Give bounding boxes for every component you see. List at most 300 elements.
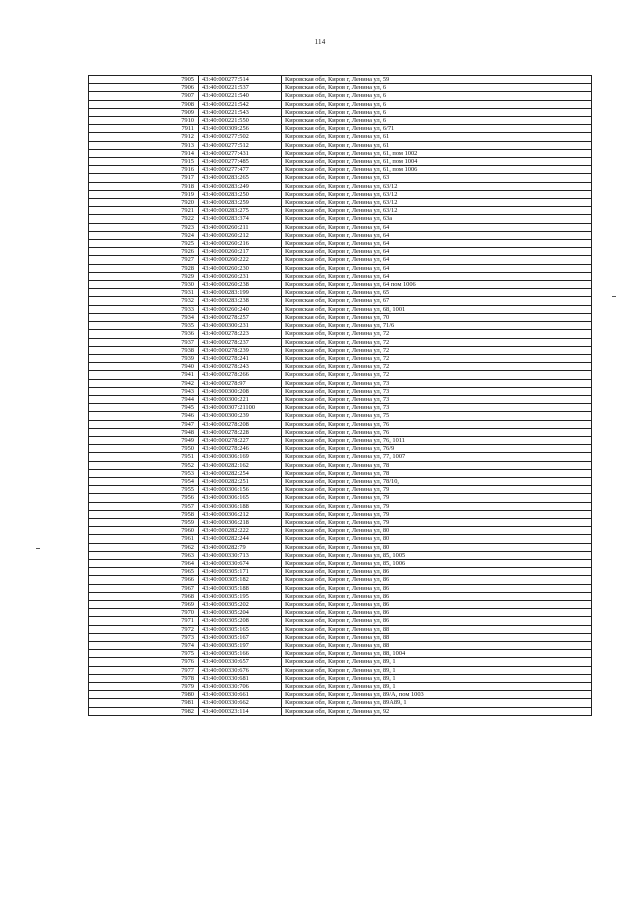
page-number: 114 bbox=[314, 38, 326, 46]
cadastral-number-cell: 43:40:000278:241 bbox=[199, 354, 282, 362]
address-cell: Кировская обл, Киров г, Ленина ул, 59 bbox=[282, 76, 592, 84]
cadastral-number-cell: 43:40:000282:79 bbox=[199, 543, 282, 551]
address-cell: Кировская обл, Киров г, Ленина ул, 64 bbox=[282, 231, 592, 239]
cadastral-number-cell: 43:40:000277:485 bbox=[199, 158, 282, 166]
cadastral-number-cell: 43:40:000323:114 bbox=[199, 707, 282, 715]
address-cell: Кировская обл, Киров г, Ленина ул, 64 пом 1006 bbox=[282, 281, 592, 289]
row-number-cell: 7972 bbox=[89, 625, 199, 633]
table-row bbox=[89, 190, 592, 198]
row-number-cell: 7946 bbox=[89, 412, 199, 420]
table-row bbox=[89, 231, 592, 239]
table-row bbox=[89, 428, 592, 436]
address-cell: Кировская обл, Киров г, Ленина ул, 73 bbox=[282, 395, 592, 403]
address-cell: Кировская обл, Киров г, Ленина ул, 76 bbox=[282, 420, 592, 428]
table-row bbox=[89, 207, 592, 215]
address-cell: Кировская обл, Киров г, Ленина ул, 72 bbox=[282, 354, 592, 362]
table-row bbox=[89, 436, 592, 444]
cadastral-number-cell: 43:40:000283:374 bbox=[199, 215, 282, 223]
address-cell: Кировская обл, Киров г, Ленина ул, 70 bbox=[282, 313, 592, 321]
cadastral-number-cell: 43:40:000278:237 bbox=[199, 338, 282, 346]
row-number-cell: 7929 bbox=[89, 272, 199, 280]
row-number-cell: 7961 bbox=[89, 535, 199, 543]
row-number-cell: 7967 bbox=[89, 584, 199, 592]
table-row bbox=[89, 518, 592, 526]
row-number-cell: 7928 bbox=[89, 264, 199, 272]
address-cell: Кировская обл, Киров г, Ленина ул, 63/12 bbox=[282, 207, 592, 215]
cadastral-number-cell: 43:40:000260:222 bbox=[199, 256, 282, 264]
address-cell: Кировская обл, Киров г, Ленина ул, 6/71 bbox=[282, 125, 592, 133]
row-number-cell: 7914 bbox=[89, 149, 199, 157]
cadastral-number-cell: 43:40:000221:550 bbox=[199, 117, 282, 125]
row-number-cell: 7960 bbox=[89, 527, 199, 535]
address-cell: Кировская обл, Киров г, Ленина ул, 72 bbox=[282, 371, 592, 379]
row-number-cell: 7975 bbox=[89, 650, 199, 658]
cadastral-number-cell: 43:40:000282:244 bbox=[199, 535, 282, 543]
cadastral-number-cell: 43:40:000282:254 bbox=[199, 469, 282, 477]
cadastral-number-cell: 43:40:000306:188 bbox=[199, 502, 282, 510]
address-cell: Кировская обл, Киров г, Ленина ул, 89, 1 bbox=[282, 683, 592, 691]
table-row bbox=[89, 297, 592, 305]
table-row bbox=[89, 535, 592, 543]
row-number-cell: 7954 bbox=[89, 477, 199, 485]
row-number-cell: 7979 bbox=[89, 683, 199, 691]
row-number-cell: 7906 bbox=[89, 84, 199, 92]
row-number-cell: 7936 bbox=[89, 330, 199, 338]
table-row bbox=[89, 313, 592, 321]
row-number-cell: 7966 bbox=[89, 576, 199, 584]
table-row bbox=[89, 149, 592, 157]
row-number-cell: 7951 bbox=[89, 453, 199, 461]
row-number-cell: 7945 bbox=[89, 404, 199, 412]
registry-table bbox=[88, 75, 592, 716]
address-cell: Кировская обл, Киров г, Ленина ул, 64 bbox=[282, 272, 592, 280]
address-cell: Кировская обл, Киров г, Ленина ул, 89, 1 bbox=[282, 666, 592, 674]
row-number-cell: 7968 bbox=[89, 592, 199, 600]
cadastral-number-cell: 43:40:000330:661 bbox=[199, 691, 282, 699]
row-number-cell: 7974 bbox=[89, 642, 199, 650]
row-number-cell: 7922 bbox=[89, 215, 199, 223]
address-cell: Кировская обл, Киров г, Ленина ул, 85, 1005 bbox=[282, 551, 592, 559]
table-row bbox=[89, 182, 592, 190]
address-cell: Кировская обл, Киров г, Ленина ул, 78 bbox=[282, 461, 592, 469]
table-row bbox=[89, 379, 592, 387]
address-cell: Кировская обл, Киров г, Ленина ул, 76, 1011 bbox=[282, 436, 592, 444]
table-row bbox=[89, 486, 592, 494]
table-row bbox=[89, 354, 592, 362]
address-cell: Кировская обл, Киров г, Ленина ул, 88 bbox=[282, 625, 592, 633]
row-number-cell: 7925 bbox=[89, 240, 199, 248]
cadastral-number-cell: 43:40:000330:713 bbox=[199, 551, 282, 559]
address-cell: Кировская обл, Киров г, Ленина ул, 79 bbox=[282, 510, 592, 518]
cadastral-number-cell: 43:40:000260:231 bbox=[199, 272, 282, 280]
cadastral-number-cell: 43:40:000221:537 bbox=[199, 84, 282, 92]
address-cell: Кировская обл, Киров г, Ленина ул, 73 bbox=[282, 379, 592, 387]
table-row bbox=[89, 76, 592, 84]
table-row bbox=[89, 289, 592, 297]
address-cell: Кировская обл, Киров г, Ленина ул, 61 bbox=[282, 141, 592, 149]
row-number-cell: 7965 bbox=[89, 568, 199, 576]
cadastral-number-cell: 43:40:000282:162 bbox=[199, 461, 282, 469]
cadastral-number-cell: 43:40:000278:239 bbox=[199, 346, 282, 354]
table-row bbox=[89, 174, 592, 182]
address-cell: Кировская обл, Киров г, Ленина ул, 61, пом 1006 bbox=[282, 166, 592, 174]
row-number-cell: 7949 bbox=[89, 436, 199, 444]
table-row bbox=[89, 305, 592, 313]
cadastral-number-cell: 43:40:000277:477 bbox=[199, 166, 282, 174]
row-number-cell: 7915 bbox=[89, 158, 199, 166]
row-number-cell: 7912 bbox=[89, 133, 199, 141]
address-cell: Кировская обл, Киров г, Ленина ул, 86 bbox=[282, 576, 592, 584]
table-row bbox=[89, 363, 592, 371]
row-number-cell: 7907 bbox=[89, 92, 199, 100]
address-cell: Кировская обл, Киров г, Ленина ул, 89, 1 bbox=[282, 674, 592, 682]
table-row bbox=[89, 592, 592, 600]
cadastral-number-cell: 43:40:000278:266 bbox=[199, 371, 282, 379]
cadastral-number-cell: 43:40:000277:431 bbox=[199, 149, 282, 157]
row-number-cell: 7911 bbox=[89, 125, 199, 133]
cadastral-number-cell: 43:40:000260:240 bbox=[199, 305, 282, 313]
address-cell: Кировская обл, Киров г, Ленина ул, 78 bbox=[282, 469, 592, 477]
row-number-cell: 7964 bbox=[89, 559, 199, 567]
table-row bbox=[89, 84, 592, 92]
cadastral-number-cell: 43:40:000260:216 bbox=[199, 240, 282, 248]
address-cell: Кировская обл, Киров г, Ленина ул, 86 bbox=[282, 592, 592, 600]
table-row bbox=[89, 477, 592, 485]
table-row bbox=[89, 617, 592, 625]
address-cell: Кировская обл, Киров г, Ленина ул, 72 bbox=[282, 338, 592, 346]
cadastral-number-cell: 43:40:000307:21100 bbox=[199, 404, 282, 412]
row-number-cell: 7959 bbox=[89, 518, 199, 526]
cadastral-number-cell: 43:40:000283:265 bbox=[199, 174, 282, 182]
cadastral-number-cell: 43:40:000305:197 bbox=[199, 642, 282, 650]
row-number-cell: 7962 bbox=[89, 543, 199, 551]
address-cell: Кировская обл, Киров г, Ленина ул, 63/12 bbox=[282, 190, 592, 198]
row-number-cell: 7924 bbox=[89, 231, 199, 239]
table-row bbox=[89, 92, 592, 100]
scan-mark bbox=[612, 296, 616, 297]
table-row bbox=[89, 633, 592, 641]
table-row bbox=[89, 125, 592, 133]
row-number-cell: 7913 bbox=[89, 141, 199, 149]
address-cell: Кировская обл, Киров г, Ленина ул, 77, 1007 bbox=[282, 453, 592, 461]
cadastral-number-cell: 43:40:000300:231 bbox=[199, 322, 282, 330]
address-cell: Кировская обл, Киров г, Ленина ул, 63/12 bbox=[282, 182, 592, 190]
address-cell: Кировская обл, Киров г, Ленина ул, 64 bbox=[282, 264, 592, 272]
row-number-cell: 7930 bbox=[89, 281, 199, 289]
cadastral-number-cell: 43:40:000221:543 bbox=[199, 108, 282, 116]
address-cell: Кировская обл, Киров г, Ленина ул, 65 bbox=[282, 289, 592, 297]
table-row bbox=[89, 666, 592, 674]
cadastral-number-cell: 43:40:000278:243 bbox=[199, 363, 282, 371]
address-cell: Кировская обл, Киров г, Ленина ул, 88, 1004 bbox=[282, 650, 592, 658]
table-row bbox=[89, 166, 592, 174]
cadastral-number-cell: 43:40:000260:238 bbox=[199, 281, 282, 289]
table-row bbox=[89, 543, 592, 551]
table-row bbox=[89, 502, 592, 510]
table-row bbox=[89, 510, 592, 518]
cadastral-number-cell: 43:40:000277:514 bbox=[199, 76, 282, 84]
table-row bbox=[89, 133, 592, 141]
address-cell: Кировская обл, Киров г, Ленина ул, 63а bbox=[282, 215, 592, 223]
table-row bbox=[89, 576, 592, 584]
table-row bbox=[89, 248, 592, 256]
cadastral-number-cell: 43:40:000306:169 bbox=[199, 453, 282, 461]
scan-mark bbox=[36, 548, 40, 549]
row-number-cell: 7957 bbox=[89, 502, 199, 510]
table-row bbox=[89, 272, 592, 280]
table-row bbox=[89, 108, 592, 116]
row-number-cell: 7932 bbox=[89, 297, 199, 305]
cadastral-number-cell: 43:40:000306:212 bbox=[199, 510, 282, 518]
address-cell: Кировская обл, Киров г, Ленина ул, 85, 1006 bbox=[282, 559, 592, 567]
table-row bbox=[89, 461, 592, 469]
row-number-cell: 7956 bbox=[89, 494, 199, 502]
row-number-cell: 7952 bbox=[89, 461, 199, 469]
table-row bbox=[89, 494, 592, 502]
address-cell: Кировская обл, Киров г, Ленина ул, 6 bbox=[282, 108, 592, 116]
address-cell: Кировская обл, Киров г, Ленина ул, 86 bbox=[282, 568, 592, 576]
row-number-cell: 7955 bbox=[89, 486, 199, 494]
address-cell: Кировская обл, Киров г, Ленина ул, 63/12 bbox=[282, 199, 592, 207]
cadastral-number-cell: 43:40:000330:674 bbox=[199, 559, 282, 567]
address-cell: Кировская обл, Киров г, Ленина ул, 89А89, 1 bbox=[282, 699, 592, 707]
address-cell: Кировская обл, Киров г, Ленина ул, 92 bbox=[282, 707, 592, 715]
row-number-cell: 7958 bbox=[89, 510, 199, 518]
table-row bbox=[89, 568, 592, 576]
row-number-cell: 7950 bbox=[89, 445, 199, 453]
table-row bbox=[89, 100, 592, 108]
cadastral-number-cell: 43:40:000300:208 bbox=[199, 387, 282, 395]
address-cell: Кировская обл, Киров г, Ленина ул, 89, 1 bbox=[282, 658, 592, 666]
cadastral-number-cell: 43:40:000283:238 bbox=[199, 297, 282, 305]
address-cell: Кировская обл, Киров г, Ленина ул, 67 bbox=[282, 297, 592, 305]
cadastral-number-cell: 43:40:000283:250 bbox=[199, 190, 282, 198]
row-number-cell: 7942 bbox=[89, 379, 199, 387]
row-number-cell: 7927 bbox=[89, 256, 199, 264]
cadastral-number-cell: 43:40:000278:223 bbox=[199, 330, 282, 338]
cadastral-number-cell: 43:40:000300:221 bbox=[199, 395, 282, 403]
row-number-cell: 7934 bbox=[89, 313, 199, 321]
cadastral-number-cell: 43:40:000278:97 bbox=[199, 379, 282, 387]
row-number-cell: 7909 bbox=[89, 108, 199, 116]
table-row bbox=[89, 395, 592, 403]
table-row bbox=[89, 650, 592, 658]
row-number-cell: 7910 bbox=[89, 117, 199, 125]
table-row bbox=[89, 264, 592, 272]
table-row bbox=[89, 445, 592, 453]
address-cell: Кировская обл, Киров г, Ленина ул, 79 bbox=[282, 502, 592, 510]
cadastral-number-cell: 43:40:000260:217 bbox=[199, 248, 282, 256]
row-number-cell: 7963 bbox=[89, 551, 199, 559]
cadastral-number-cell: 43:40:000305:208 bbox=[199, 617, 282, 625]
cadastral-number-cell: 43:40:000306:218 bbox=[199, 518, 282, 526]
address-cell: Кировская обл, Киров г, Ленина ул, 86 bbox=[282, 601, 592, 609]
row-number-cell: 7939 bbox=[89, 354, 199, 362]
address-cell: Кировская обл, Киров г, Ленина ул, 79 bbox=[282, 486, 592, 494]
address-cell: Кировская обл, Киров г, Ленина ул, 79 bbox=[282, 518, 592, 526]
row-number-cell: 7976 bbox=[89, 658, 199, 666]
table-row bbox=[89, 601, 592, 609]
table-row bbox=[89, 199, 592, 207]
cadastral-number-cell: 43:40:000283:249 bbox=[199, 182, 282, 190]
row-number-cell: 7919 bbox=[89, 190, 199, 198]
table-row bbox=[89, 683, 592, 691]
table-row bbox=[89, 609, 592, 617]
table-row bbox=[89, 412, 592, 420]
cadastral-number-cell: 43:40:000309:256 bbox=[199, 125, 282, 133]
address-cell: Кировская обл, Киров г, Ленина ул, 86 bbox=[282, 584, 592, 592]
address-cell: Кировская обл, Киров г, Ленина ул, 63 bbox=[282, 174, 592, 182]
table-row bbox=[89, 469, 592, 477]
address-cell: Кировская обл, Киров г, Ленина ул, 79 bbox=[282, 494, 592, 502]
cadastral-number-cell: 43:40:000305:171 bbox=[199, 568, 282, 576]
cadastral-number-cell: 43:40:000278:208 bbox=[199, 420, 282, 428]
table-row bbox=[89, 215, 592, 223]
address-cell: Кировская обл, Киров г, Ленина ул, 61, пом 1002 bbox=[282, 149, 592, 157]
table-row bbox=[89, 371, 592, 379]
table-row bbox=[89, 625, 592, 633]
registry-table-body bbox=[89, 76, 592, 716]
cadastral-number-cell: 43:40:000300:239 bbox=[199, 412, 282, 420]
row-number-cell: 7941 bbox=[89, 371, 199, 379]
table-row bbox=[89, 117, 592, 125]
cadastral-number-cell: 43:40:000330:676 bbox=[199, 666, 282, 674]
cadastral-number-cell: 43:40:000305:202 bbox=[199, 601, 282, 609]
row-number-cell: 7921 bbox=[89, 207, 199, 215]
address-cell: Кировская обл, Киров г, Ленина ул, 86 bbox=[282, 617, 592, 625]
table-row bbox=[89, 404, 592, 412]
address-cell: Кировская обл, Киров г, Ленина ул, 73 bbox=[282, 387, 592, 395]
address-cell: Кировская обл, Киров г, Ленина ул, 64 bbox=[282, 256, 592, 264]
cadastral-number-cell: 43:40:000305:188 bbox=[199, 584, 282, 592]
cadastral-number-cell: 43:40:000260:211 bbox=[199, 223, 282, 231]
cadastral-number-cell: 43:40:000221:540 bbox=[199, 92, 282, 100]
cadastral-number-cell: 43:40:000278:257 bbox=[199, 313, 282, 321]
address-cell: Кировская обл, Киров г, Ленина ул, 89/А, пом 1003 bbox=[282, 691, 592, 699]
cadastral-number-cell: 43:40:000283:199 bbox=[199, 289, 282, 297]
table-row bbox=[89, 223, 592, 231]
row-number-cell: 7948 bbox=[89, 428, 199, 436]
address-cell: Кировская обл, Киров г, Ленина ул, 76/9 bbox=[282, 445, 592, 453]
address-cell: Кировская обл, Киров г, Ленина ул, 68, 1001 bbox=[282, 305, 592, 313]
row-number-cell: 7920 bbox=[89, 199, 199, 207]
row-number-cell: 7977 bbox=[89, 666, 199, 674]
address-cell: Кировская обл, Киров г, Ленина ул, 73 bbox=[282, 404, 592, 412]
cadastral-number-cell: 43:40:000305:182 bbox=[199, 576, 282, 584]
address-cell: Кировская обл, Киров г, Ленина ул, 80 bbox=[282, 535, 592, 543]
row-number-cell: 7981 bbox=[89, 699, 199, 707]
cadastral-number-cell: 43:40:000305:195 bbox=[199, 592, 282, 600]
table-row bbox=[89, 453, 592, 461]
table-row bbox=[89, 691, 592, 699]
table-row bbox=[89, 420, 592, 428]
row-number-cell: 7943 bbox=[89, 387, 199, 395]
table-row bbox=[89, 699, 592, 707]
row-number-cell: 7905 bbox=[89, 76, 199, 84]
row-number-cell: 7926 bbox=[89, 248, 199, 256]
address-cell: Кировская обл, Киров г, Ленина ул, 88 bbox=[282, 633, 592, 641]
address-cell: Кировская обл, Киров г, Ленина ул, 6 bbox=[282, 84, 592, 92]
row-number-cell: 7937 bbox=[89, 338, 199, 346]
cadastral-number-cell: 43:40:000330:657 bbox=[199, 658, 282, 666]
table-row bbox=[89, 158, 592, 166]
table-row bbox=[89, 551, 592, 559]
cadastral-number-cell: 43:40:000305:204 bbox=[199, 609, 282, 617]
address-cell: Кировская обл, Киров г, Ленина ул, 76 bbox=[282, 428, 592, 436]
cadastral-number-cell: 43:40:000305:167 bbox=[199, 633, 282, 641]
row-number-cell: 7947 bbox=[89, 420, 199, 428]
cadastral-number-cell: 43:40:000260:230 bbox=[199, 264, 282, 272]
address-cell: Кировская обл, Киров г, Ленина ул, 71/6 bbox=[282, 322, 592, 330]
cadastral-number-cell: 43:40:000283:275 bbox=[199, 207, 282, 215]
row-number-cell: 7971 bbox=[89, 617, 199, 625]
row-number-cell: 7935 bbox=[89, 322, 199, 330]
row-number-cell: 7969 bbox=[89, 601, 199, 609]
table-row bbox=[89, 141, 592, 149]
cadastral-number-cell: 43:40:000330:662 bbox=[199, 699, 282, 707]
table-row bbox=[89, 559, 592, 567]
address-cell: Кировская обл, Киров г, Ленина ул, 86 bbox=[282, 609, 592, 617]
row-number-cell: 7982 bbox=[89, 707, 199, 715]
address-cell: Кировская обл, Киров г, Ленина ул, 72 bbox=[282, 363, 592, 371]
table-row bbox=[89, 707, 592, 715]
address-cell: Кировская обл, Киров г, Ленина ул, 64 bbox=[282, 223, 592, 231]
row-number-cell: 7917 bbox=[89, 174, 199, 182]
table-row bbox=[89, 527, 592, 535]
cadastral-number-cell: 43:40:000330:681 bbox=[199, 674, 282, 682]
address-cell: Кировская обл, Киров г, Ленина ул, 6 bbox=[282, 100, 592, 108]
cadastral-number-cell: 43:40:000278:227 bbox=[199, 436, 282, 444]
row-number-cell: 7916 bbox=[89, 166, 199, 174]
cadastral-number-cell: 43:40:000221:542 bbox=[199, 100, 282, 108]
cadastral-number-cell: 43:40:000282:251 bbox=[199, 477, 282, 485]
cadastral-number-cell: 43:40:000305:166 bbox=[199, 650, 282, 658]
cadastral-number-cell: 43:40:000330:706 bbox=[199, 683, 282, 691]
address-cell: Кировская обл, Киров г, Ленина ул, 80 bbox=[282, 543, 592, 551]
row-number-cell: 7978 bbox=[89, 674, 199, 682]
table-row bbox=[89, 338, 592, 346]
table-row bbox=[89, 658, 592, 666]
row-number-cell: 7938 bbox=[89, 346, 199, 354]
address-cell: Кировская обл, Киров г, Ленина ул, 72 bbox=[282, 346, 592, 354]
row-number-cell: 7973 bbox=[89, 633, 199, 641]
row-number-cell: 7908 bbox=[89, 100, 199, 108]
row-number-cell: 7953 bbox=[89, 469, 199, 477]
table-row bbox=[89, 346, 592, 354]
cadastral-number-cell: 43:40:000283:259 bbox=[199, 199, 282, 207]
cadastral-number-cell: 43:40:000282:222 bbox=[199, 527, 282, 535]
table-row bbox=[89, 387, 592, 395]
address-cell: Кировская обл, Киров г, Ленина ул, 78/10, bbox=[282, 477, 592, 485]
row-number-cell: 7931 bbox=[89, 289, 199, 297]
table-row bbox=[89, 642, 592, 650]
cadastral-number-cell: 43:40:000306:156 bbox=[199, 486, 282, 494]
address-cell: Кировская обл, Киров г, Ленина ул, 61, пом 1004 bbox=[282, 158, 592, 166]
table-row bbox=[89, 330, 592, 338]
table-row bbox=[89, 240, 592, 248]
row-number-cell: 7933 bbox=[89, 305, 199, 313]
address-cell: Кировская обл, Киров г, Ленина ул, 75 bbox=[282, 412, 592, 420]
cadastral-number-cell: 43:40:000278:246 bbox=[199, 445, 282, 453]
address-cell: Кировская обл, Киров г, Ленина ул, 64 bbox=[282, 240, 592, 248]
cadastral-number-cell: 43:40:000306:165 bbox=[199, 494, 282, 502]
address-cell: Кировская обл, Киров г, Ленина ул, 61 bbox=[282, 133, 592, 141]
cadastral-number-cell: 43:40:000277:502 bbox=[199, 133, 282, 141]
address-cell: Кировская обл, Киров г, Ленина ул, 88 bbox=[282, 642, 592, 650]
cadastral-number-cell: 43:40:000260:212 bbox=[199, 231, 282, 239]
address-cell: Кировская обл, Киров г, Ленина ул, 64 bbox=[282, 248, 592, 256]
address-cell: Кировская обл, Киров г, Ленина ул, 80 bbox=[282, 527, 592, 535]
